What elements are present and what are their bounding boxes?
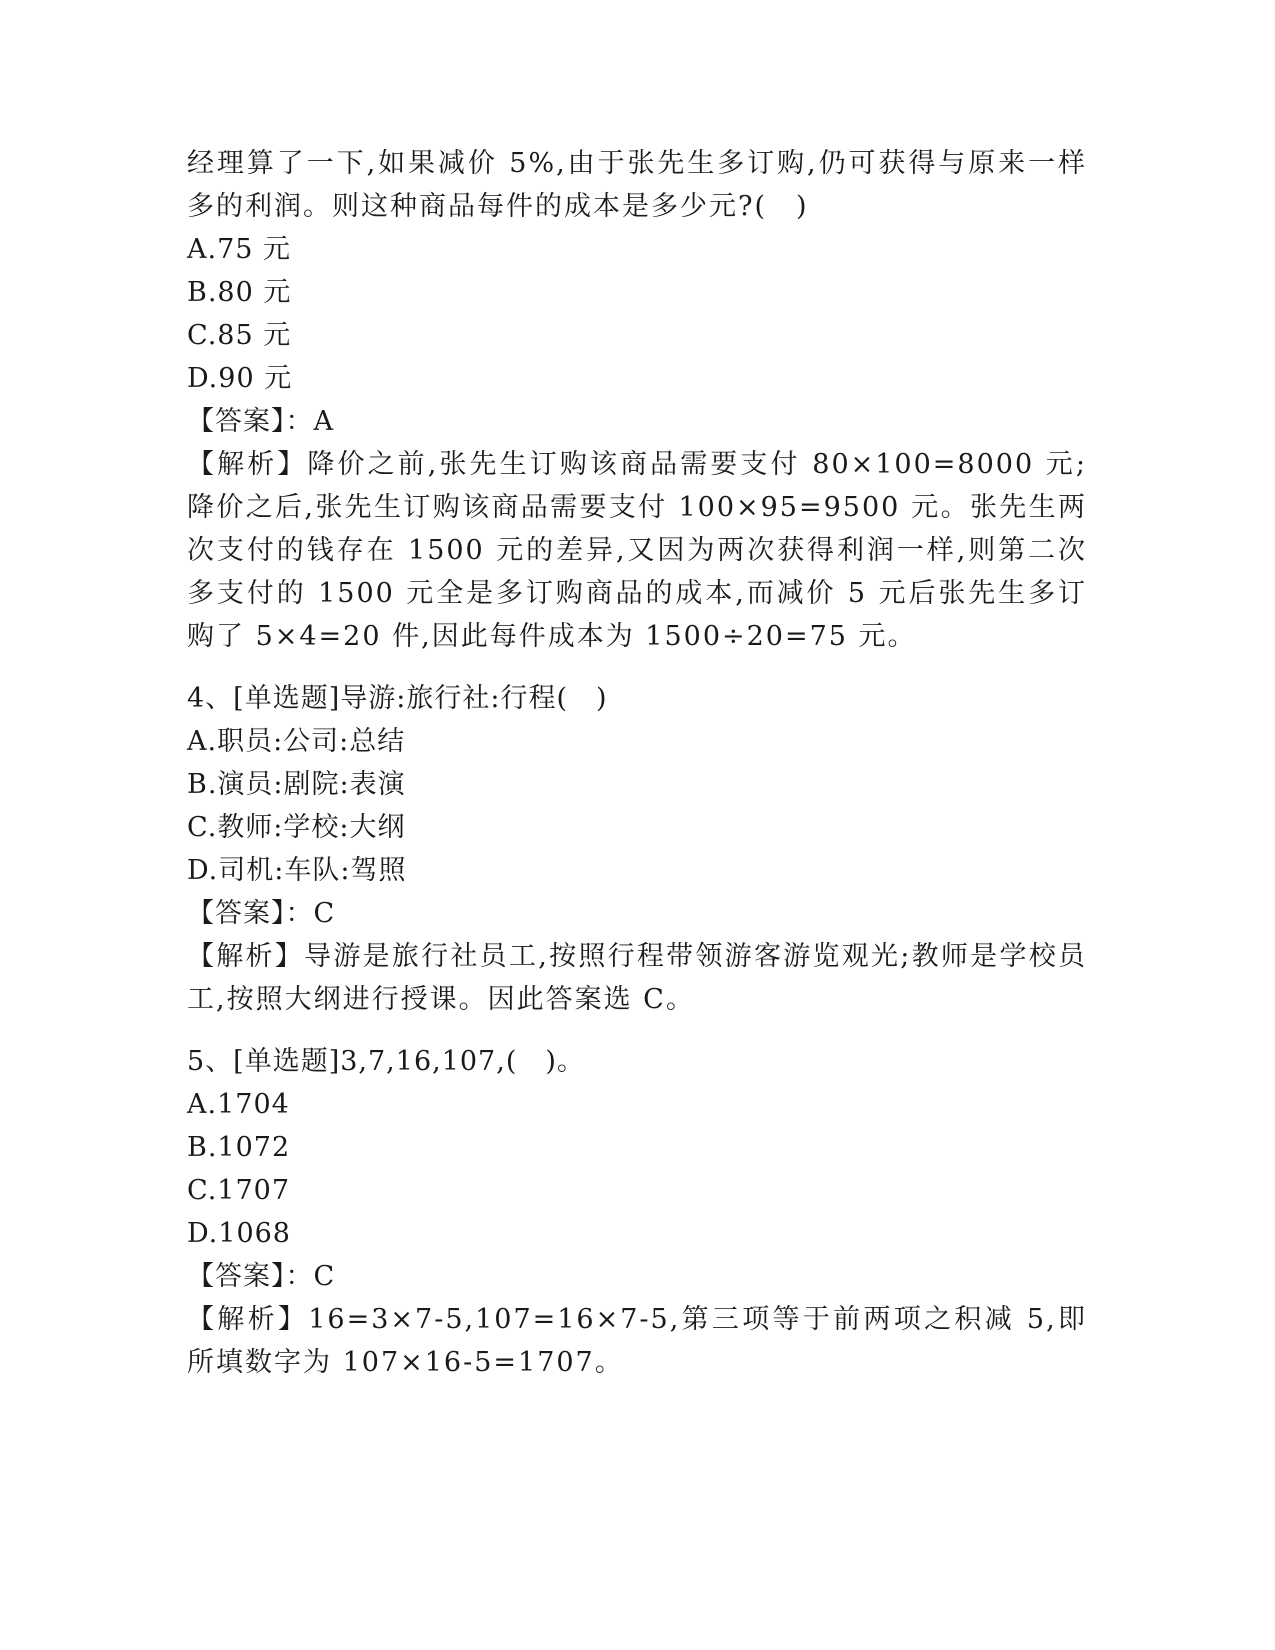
question-4 <box>187 677 1087 1021</box>
answer: 【答案】：A <box>187 406 334 437</box>
option-b: B.1072 <box>187 1132 291 1163</box>
spacer <box>187 658 1087 677</box>
option-d: D.90 元 <box>187 363 293 394</box>
question-5 <box>187 1040 1087 1384</box>
question-stem: 经理算了一下,如果减价 5%,由于张先生多订购,仍可获得与原来一样多的利润。则这种商品每件的成本是多少元?( ) <box>187 148 1087 222</box>
analysis: 【解析】导游是旅行社员工,按照行程带领游客游览观光;教师是学校员工,按照大纲进行授课。因此答案选 C。 <box>187 941 1087 1015</box>
option-b: B.80 元 <box>187 277 292 308</box>
analysis: 【解析】16=3×7-5,107=16×7-5,第三项等于前两项之积减 5,即所填数字为 107×16-5=1707。 <box>187 1304 1087 1378</box>
option-a: A.75 元 <box>187 234 292 265</box>
option-c: C.1707 <box>187 1175 290 1206</box>
option-d: D.司机:车队:驾照 <box>187 855 407 886</box>
option-c: C.85 元 <box>187 320 292 351</box>
question-stem: 5、[单选题]3,7,16,107,( )。 <box>187 1046 585 1077</box>
analysis: 【解析】降价之前,张先生订购该商品需要支付 80×100=8000 元;降价之后,张先生订购该商品需要支付 100×95=9500 元。张先生两次支付的钱存在 1500 元的差异,又因为两次获得利润一样,则第二次多支付的 1500 元全是多订购商品的成本,而减价 5 元后张先生多订购了 5×4=20 件,因此每件成本为 1500÷20=75 元。 <box>187 449 1087 652</box>
spacer <box>187 1021 1087 1040</box>
question-3 <box>187 142 1087 658</box>
option-a: A.1704 <box>187 1089 290 1120</box>
answer: 【答案】：C <box>187 898 336 929</box>
option-c: C.教师:学校:大纲 <box>187 812 406 843</box>
document-page <box>187 142 1087 1384</box>
answer: 【答案】：C <box>187 1261 336 1292</box>
question-stem: 4、[单选题]导游:旅行社:行程( ) <box>187 683 608 714</box>
option-d: D.1068 <box>187 1218 291 1249</box>
option-b: B.演员:剧院:表演 <box>187 769 406 800</box>
option-a: A.职员:公司:总结 <box>187 726 406 757</box>
